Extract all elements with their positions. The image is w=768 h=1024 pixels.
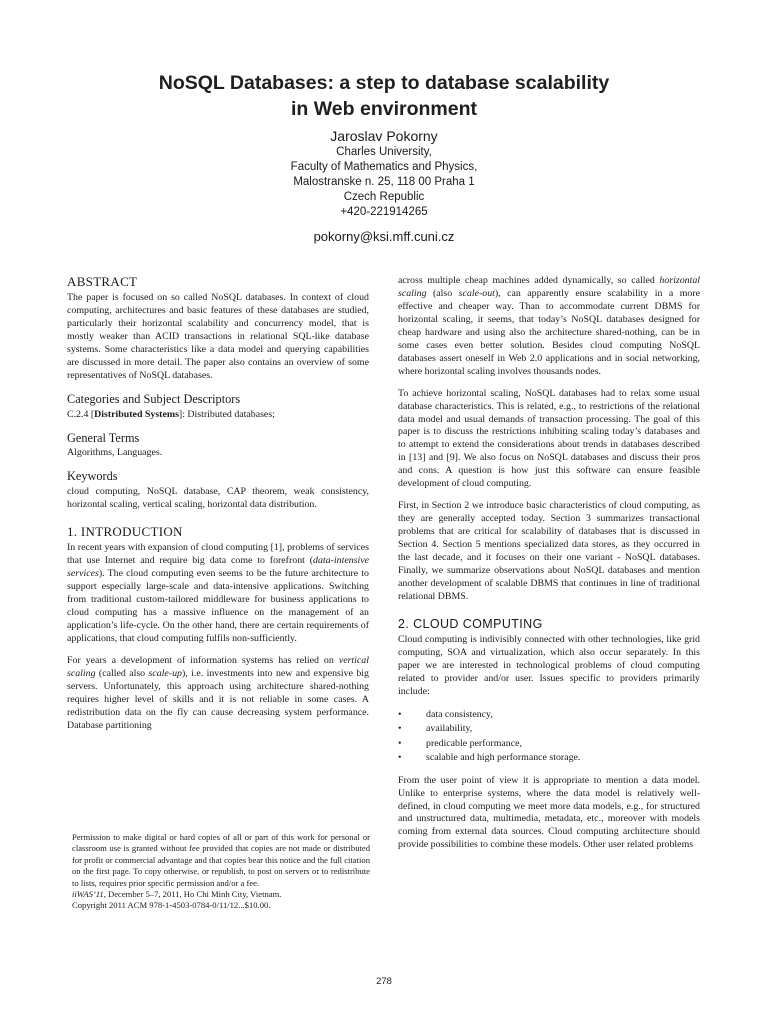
right-column [398, 275, 700, 861]
cloud-computing-heading: 2. CLOUD COMPUTING [398, 616, 543, 631]
affiliation-university: Charles University, [336, 146, 432, 158]
affiliation-faculty: Faculty of Mathematics and Physics, [290, 161, 478, 173]
abstract-heading: ABSTRACT [67, 274, 138, 289]
provider-issues-list [398, 708, 700, 766]
permission-notice [72, 832, 370, 912]
affiliation-country: Czech Republic [343, 191, 425, 203]
categories-prefix: C.2.4 [ [67, 408, 95, 420]
author-email: pokorny@ksi.mff.cuni.cz [313, 229, 455, 244]
intro-paragraph-4: To achieve horizontal scaling, NoSQL databases had to relax some usual database characteristics. This is related, e.g., to restrictions of the relational data model and usual demands of transaction processing. The goal of this paper is to discuss the restrictions inhibiting scaling today’s databases and to attempt to extend the considerations about trends in databases described in [13] and [9]. We also focus on NoSQL databases and discuss their pros and cons. A question is how just this software can ensure feasible development of cloud computing. [398, 387, 700, 490]
paper-title [0, 70, 768, 122]
intro-paragraph-5: First, in Section 2 we introduce basic characteristics of cloud computing, as they are generally accepted today. Section 3 summarizes transactional problems that are critical for scalability of databases that is discussed in Section 4. Section 5 mentions specialized data stores, as they occurred in the last decade, and it focuses on their one variant - NoSQL databases. Finally, we summarize observations about NoSQL databases and mention another development of scalable DBMS that continues in line of traditional relational DBMS. [398, 500, 700, 602]
list-item: • scalable and high performance storage. [426, 751, 700, 766]
keywords-heading: Keywords [67, 469, 118, 484]
list-item: • availability, [426, 722, 700, 737]
left-column [67, 276, 369, 742]
intro-p3-italic-2: scale-out [458, 287, 495, 299]
author-name: Jaroslav Pokorny [330, 128, 438, 144]
intro-p2-part-b: (called also [95, 667, 149, 679]
categories-text [67, 409, 369, 422]
intro-p2-italic-2: scale-up [148, 667, 182, 679]
cloud-paragraph-2: From the user point of view it is appropriate to mention a data model. Unlike to enterprise systems, where the data model is relatively well-defined, in cloud computing we meet more data models, e.g., for structured and unstructured data, multimedia, metadata, etc., moreover with models coming from external data sources. Cloud computing architecture should provide possibilities to combine these models. Other user related problems [398, 774, 700, 851]
intro-p3-part-c: ), can apparently ensure scalability in a more effective and cheaper way. Than to accommodate current DBMS for horizontal scaling, it seems, that today’s NoSQL databases designed for cheap hardware and using also the architecture shared-nothing, can be in some cases even better solution. Besides cloud computing NoSQL databases assert oneself in Web 2.0 applications and in social networking, where horizontal scaling involves thousands nodes. [398, 287, 700, 377]
paper-header [0, 70, 768, 244]
intro-paragraph-2 [67, 655, 369, 733]
venue-name: iiWAS’11 [72, 889, 104, 900]
title-line-1: NoSQL Databases: a step to database scalability [158, 72, 610, 94]
venue-details: , December 5–7, 2011, Ho Chi Minh City, Vietnam. [103, 889, 282, 900]
intro-p2-part-a: For years a development of information systems has relied on [67, 654, 339, 666]
permission-text: Permission to make digital or hard copies of all or part of this work for personal or classroom use is granted without fee provided that copies are not made or distributed for profit or commercial advantage and that copies bear this notice and the full citation on the first page. To copy otherwise, or republish, to post on servers or to redistribute to lists, requires prior specific permission and/or a fee. [72, 832, 370, 888]
intro-p1-part-b: ). The cloud computing even seems to be the future architecture to support especially large-scale and data-intensive applications. Switching from traditional custom-tailored middleware for business applications to cloud computing has a massive influence on the management of an application’s life-cycle. On the other hand, there are certain requirements of applications, that cloud computing fulfils non-sufficiently. [67, 568, 369, 644]
list-item: • predicable performance, [426, 737, 700, 752]
intro-p1-part-a: In recent years with expansion of cloud computing [1], problems of services that use Internet and require big data come to forefront ( [67, 542, 369, 567]
categories-suffix: ]: Distributed databases; [178, 408, 275, 420]
intro-paragraph-3 [398, 275, 700, 379]
intro-p1-italic: data-intensive services [67, 555, 369, 580]
intro-p2-part-c: ), i.e. investments into new and expensive big servers. Unfortunately, this approach using architecture shared-nothing requires higher level of skills and it is not reliable in some cases. A redistribution data on the fly can cause decreasing system performance. Database partitioning [67, 667, 369, 731]
venue-line [72, 889, 370, 900]
intro-p2-italic-1: vertical scaling [67, 654, 369, 679]
intro-paragraph-1 [67, 542, 369, 646]
general-terms-text: Algorithms, Languages. [67, 447, 163, 459]
abstract-text: The paper is focused on so called NoSQL databases. In context of cloud computing, architectures and basic features of these databases are studied, particularly their horizontal scalability and concurrency model, that is mostly weaker than ACID transactions in relational SQL-like database systems. Some characteristics like a data model and querying capabilities are discussed in more detail. The paper also contains an overview of some representatives of NoSQL databases. [67, 291, 369, 381]
affiliation-phone: +420-221914265 [340, 206, 428, 218]
categories-heading: Categories and Subject Descriptors [67, 391, 241, 406]
copyright-line: Copyright 2011 ACM 978-1-4503-0784-0/11/12...$10.00. [72, 900, 271, 911]
intro-p3-part-a: across multiple cheap machines added dynamically, so called [398, 275, 660, 286]
introduction-heading: 1. INTRODUCTION [67, 524, 183, 540]
general-terms-heading: General Terms [67, 430, 140, 445]
cloud-paragraph-1: Cloud computing is indivisibly connected with other technologies, like grid computing, SOA and virtualization, which also occur separately. In this paper we are interested in technological problems of cloud computing related to provider and/or user. Issues specific to providers primarily include: [398, 633, 700, 697]
categories-bold: Distributed Systems [94, 408, 179, 420]
intro-p3-part-b: (also [426, 287, 459, 299]
title-line-2: in Web environment [291, 98, 477, 120]
page-number: 278 [376, 976, 392, 987]
list-item: • data consistency, [426, 708, 700, 723]
intro-p3-italic-1: horizontal scaling [398, 275, 700, 299]
affiliation-address: Malostranske n. 25, 118 00 Praha 1 [293, 176, 475, 188]
keywords-text: cloud computing, NoSQL database, CAP theorem, weak consistency, horizontal scaling, vertical scaling, horizontal data distribution. [67, 486, 369, 511]
